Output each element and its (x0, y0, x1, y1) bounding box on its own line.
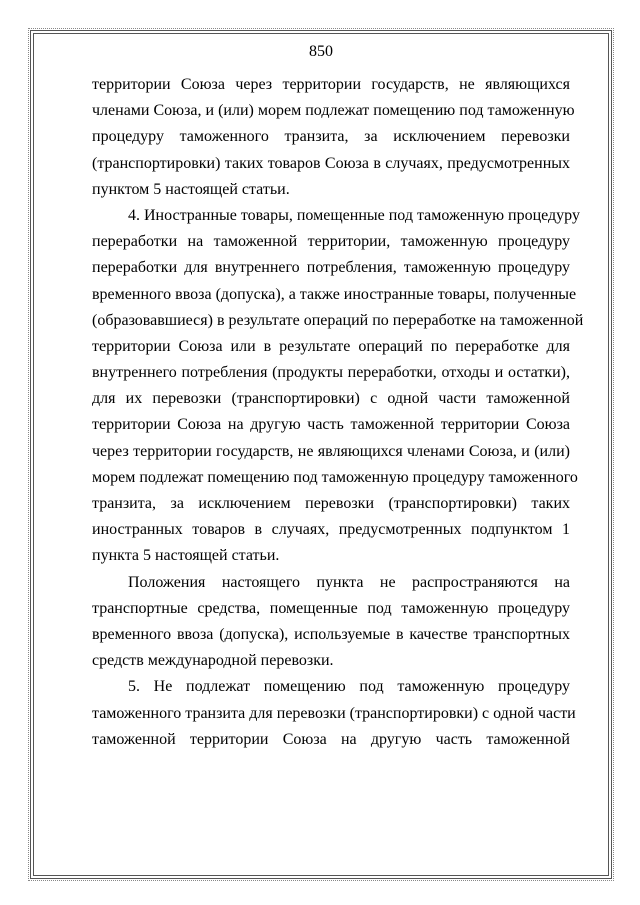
text-line: территории Союза через территории государств, не являющихся (92, 76, 570, 93)
text-line: членами Союза, и (или) морем подлежат помещению под таможенную (92, 102, 575, 120)
text-line: пункта 5 настоящей статьи. (92, 547, 280, 565)
text-line: средств международной перевозки. (92, 652, 334, 670)
paragraph-provisions (92, 570, 570, 675)
text-line: Положения настоящего пункта не распространяются на (128, 573, 570, 591)
paragraph-item-4 (92, 203, 584, 570)
text-line: таможенной территории Союза на другую часть таможенной (92, 730, 570, 748)
text-line: через территории государств, не являющихся членами Союза, и (или) (92, 442, 570, 460)
text-line: (образовавшиеся) в результате операций по переработке на таможенной (92, 311, 584, 329)
text-line: временного ввоза (допуска), используемые в качестве транспортных (92, 625, 570, 643)
page-number: 850 (309, 43, 333, 60)
text-line: таможенного транзита для перевозки (транспортировки) с одной части (92, 704, 576, 722)
text-line: переработки на таможенной территории, таможенную процедуру (92, 233, 570, 251)
text-line: внутреннего потребления (продукты переработки, отходы и остатки), (92, 364, 570, 382)
text-line: иностранных товаров в случаях, предусмотренных подпунктом 1 (92, 521, 570, 539)
text-line: транзита, за исключением перевозки (транспортировки) таких (92, 495, 570, 512)
text-line: временного ввоза (допуска), а также иностранные товары, полученные (92, 285, 577, 303)
text-line: 5. Не подлежат помещению под таможенную процедуру (128, 678, 570, 696)
text-line: морем подлежат помещению под таможенную процедуру таможенного (92, 468, 578, 486)
text-line: переработки для внутреннего потребления, таможенную процедуру (92, 259, 570, 277)
text-line: (транспортировки) таких товаров Союза в случаях, предусмотренных (92, 154, 570, 172)
text-line: транспортные средства, помещенные под таможенную процедуру (92, 599, 570, 617)
page-frame (30, 30, 612, 879)
text-line: территории Союза или в результате операций по переработке для (92, 337, 570, 355)
text-line: процедуру таможенного транзита, за исключением перевозки (92, 128, 570, 146)
paragraph-continuation (92, 72, 575, 203)
text-line: для их перевозки (транспортировки) с одной части таможенной (92, 390, 570, 408)
text-line: пунктом 5 настоящей статьи. (92, 180, 290, 198)
document-body (92, 72, 584, 753)
text-line: 4. Иностранные товары, помещенные под таможенную процедуру (128, 206, 580, 224)
paragraph-item-5 (92, 674, 576, 753)
text-line: территории Союза на другую часть таможенной территории Союза (92, 416, 570, 434)
